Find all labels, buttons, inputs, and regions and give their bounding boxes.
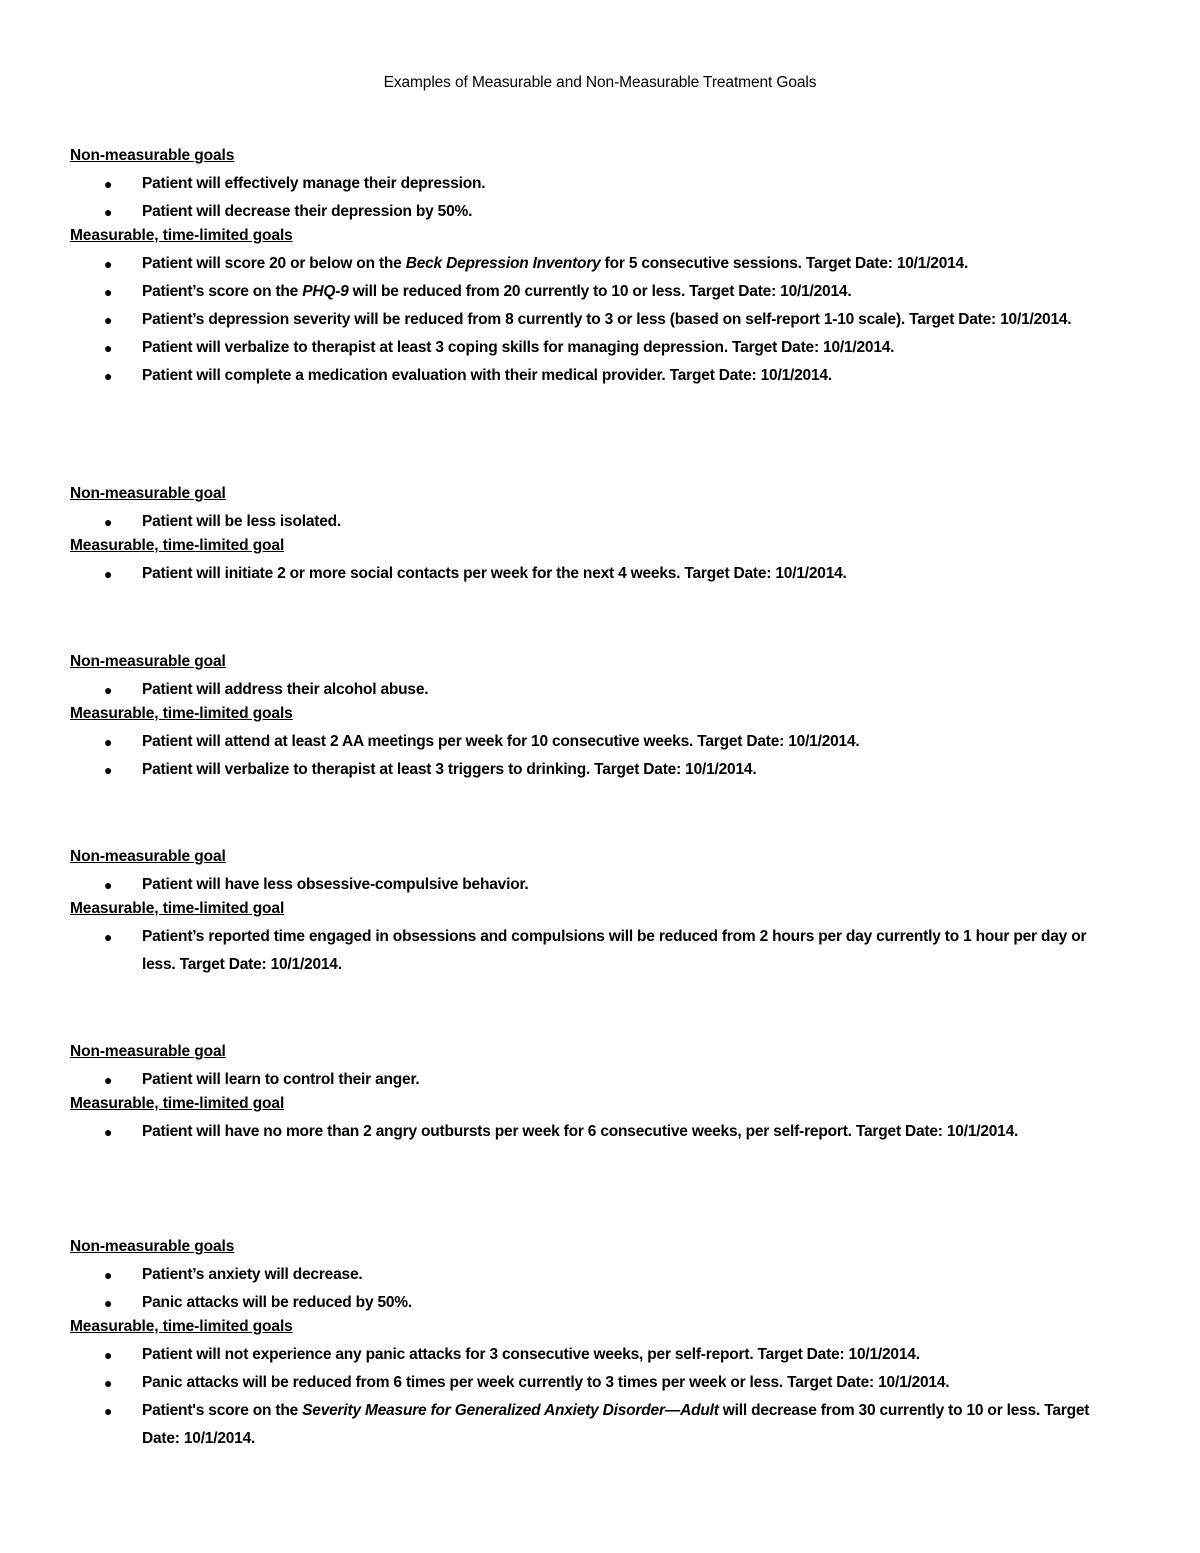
bullet-icon: ●	[104, 256, 113, 272]
list-item: ● Patient’s depression severity will be reduced from 8 currently to 3 or less (based on self-report 1-10 scale). Target Date: 10/1/2014.	[70, 306, 1130, 334]
list-item: ● Patient's score on the Severity Measure for Generalized Anxiety Disorder—Adult will decrease from 30 currently to 10 or less. Target Date: 10/1/2014.	[70, 1397, 1130, 1453]
list-item: ● Patient will initiate 2 or more social contacts per week for the next 4 weeks. Target Date: 10/1/2014.	[70, 560, 1130, 588]
goal-section-anger	[70, 1042, 1130, 1146]
non-measurable-list	[70, 676, 1130, 704]
list-item: ● Patient will verbalize to therapist at least 3 triggers to drinking. Target Date: 10/1/2014.	[70, 756, 1130, 784]
list-item: ● Patient will learn to control their anger.	[70, 1066, 1130, 1094]
bullet-icon: ●	[104, 1375, 113, 1391]
goal-section-isolation	[70, 484, 1130, 588]
bullet-icon: ●	[104, 204, 113, 220]
non-measurable-heading: Non-measurable goal	[70, 653, 226, 670]
list-item: ● Patient will complete a medication evaluation with their medical provider. Target Date: 10/1/2014.	[70, 362, 1130, 390]
list-item: ● Patient will have no more than 2 angry outbursts per week for 6 consecutive weeks, per self-report. Target Date: 10/1/2014.	[70, 1118, 1130, 1146]
measurable-heading: Measurable, time-limited goal	[70, 900, 285, 917]
list-item: ● Patient will attend at least 2 AA meetings per week for 10 consecutive weeks. Target Date: 10/1/2014.	[70, 728, 1130, 756]
bullet-icon: ●	[104, 682, 113, 698]
list-item: ● Panic attacks will be reduced from 6 times per week currently to 3 times per week or less. Target Date: 10/1/2014.	[70, 1369, 1130, 1397]
measurable-list	[70, 923, 1130, 979]
list-item: ● Patient’s score on the PHQ-9 will be reduced from 20 currently to 10 or less. Target Date: 10/1/2014.	[70, 278, 1130, 306]
measurable-heading: Measurable, time-limited goal	[70, 1095, 285, 1112]
bullet-icon: ●	[104, 368, 113, 384]
bullet-icon: ●	[104, 1124, 113, 1140]
non-measurable-list	[70, 871, 1130, 899]
list-item: ● Patient will be less isolated.	[70, 508, 1130, 536]
bullet-icon: ●	[104, 877, 113, 893]
bullet-icon: ●	[104, 1072, 113, 1088]
list-item: ● Patient will verbalize to therapist at least 3 coping skills for managing depression. Target Date: 10/1/2014.	[70, 334, 1130, 362]
bullet-icon: ●	[104, 176, 113, 192]
bullet-icon: ●	[104, 340, 113, 356]
bullet-icon: ●	[104, 734, 113, 750]
bullet-icon: ●	[104, 1267, 113, 1283]
list-item: ● Patient will decrease their depression by 50%.	[70, 198, 1130, 226]
goal-section-depression	[70, 146, 1130, 390]
bullet-icon: ●	[104, 312, 113, 328]
bullet-icon: ●	[104, 1403, 113, 1419]
measurable-heading: Measurable, time-limited goals	[70, 1318, 293, 1335]
non-measurable-heading: Non-measurable goal	[70, 485, 226, 502]
non-measurable-list	[70, 1261, 1130, 1317]
measurable-list	[70, 1341, 1130, 1453]
measurable-list	[70, 250, 1130, 390]
list-item: ● Patient’s reported time engaged in obsessions and compulsions will be reduced from 2 hours per day currently to 1 hour per day or less. Target Date: 10/1/2014.	[70, 923, 1130, 979]
bullet-icon: ●	[104, 762, 113, 778]
bullet-icon: ●	[104, 929, 113, 945]
list-item: ● Patient will effectively manage their depression.	[70, 170, 1130, 198]
measurable-heading: Measurable, time-limited goals	[70, 705, 293, 722]
bullet-icon: ●	[104, 514, 113, 530]
goal-section-anxiety	[70, 1237, 1130, 1453]
measurable-heading: Measurable, time-limited goals	[70, 227, 293, 244]
measurable-list	[70, 1118, 1130, 1146]
list-item: ● Patient will have less obsessive-compulsive behavior.	[70, 871, 1130, 899]
measurable-list	[70, 560, 1130, 588]
non-measurable-list	[70, 508, 1130, 536]
non-measurable-heading: Non-measurable goal	[70, 848, 226, 865]
non-measurable-heading: Non-measurable goals	[70, 1238, 235, 1255]
goal-section-alcohol	[70, 652, 1130, 784]
goal-section-ocd	[70, 847, 1130, 979]
non-measurable-list	[70, 170, 1130, 226]
non-measurable-list	[70, 1066, 1130, 1094]
bullet-icon: ●	[104, 1347, 113, 1363]
list-item: ● Patient will address their alcohol abuse.	[70, 676, 1130, 704]
list-item: ● Panic attacks will be reduced by 50%.	[70, 1289, 1130, 1317]
bullet-icon: ●	[104, 566, 113, 582]
list-item: ● Patient’s anxiety will decrease.	[70, 1261, 1130, 1289]
measurable-heading: Measurable, time-limited goal	[70, 537, 285, 554]
non-measurable-heading: Non-measurable goal	[70, 1043, 226, 1060]
measurable-list	[70, 728, 1130, 784]
bullet-icon: ●	[104, 1295, 113, 1311]
bullet-icon: ●	[104, 284, 113, 300]
list-item: ● Patient will not experience any panic attacks for 3 consecutive weeks, per self-report. Target Date: 10/1/2014.	[70, 1341, 1130, 1369]
non-measurable-heading: Non-measurable goals	[70, 147, 235, 164]
document-title: Examples of Measurable and Non-Measurable Treatment Goals	[383, 74, 817, 91]
list-item: ● Patient will score 20 or below on the Beck Depression Inventory for 5 consecutive sessions. Target Date: 10/1/2014.	[70, 250, 1130, 278]
